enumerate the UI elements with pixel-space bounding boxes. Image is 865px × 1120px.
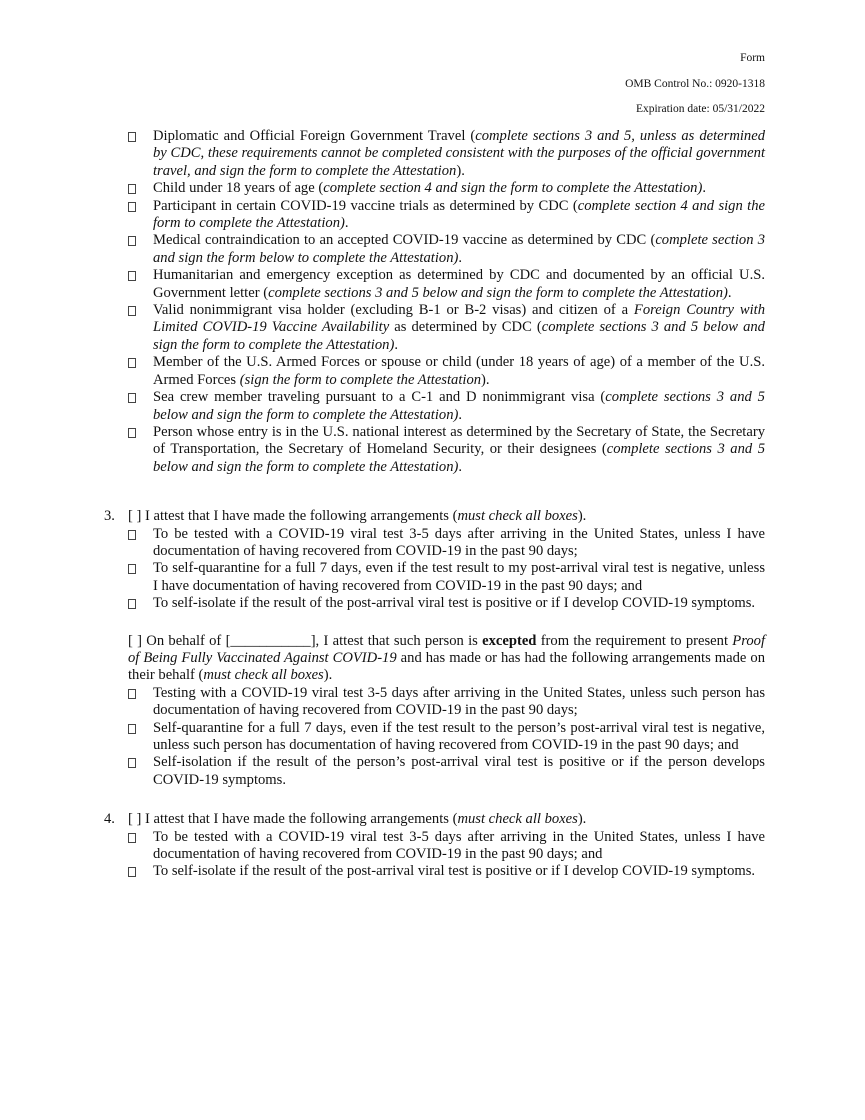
- list-item: Self-quarantine for a full 7 days, even if the test result to the person’s post-arrival viral test is negative, unless such person has documentation of having recovered from COVID-19 in the past 90 days; and: [104, 720, 765, 755]
- checkbox[interactable]: [128, 271, 136, 281]
- form-content: [104, 128, 765, 881]
- form-label: Form: [740, 52, 765, 64]
- checkbox[interactable]: [128, 236, 136, 246]
- checkbox[interactable]: [128, 564, 136, 574]
- checkbox[interactable]: [128, 833, 136, 843]
- section-3: [104, 508, 765, 789]
- checkbox[interactable]: [128, 724, 136, 734]
- list-item: Member of the U.S. Armed Forces or spouse or child (under 18 years of age) of a member of the U.S. Armed Forces (sign the form to complete the Attestation).: [104, 354, 765, 389]
- checkbox[interactable]: [128, 132, 136, 142]
- checkbox[interactable]: [128, 867, 136, 877]
- checkbox[interactable]: [128, 202, 136, 212]
- checkbox[interactable]: [128, 689, 136, 699]
- list-item: Child under 18 years of age (complete section 4 and sign the form to complete the Attestation).: [104, 180, 765, 197]
- section-3-attestation[interactable]: [ ] I attest that I have made the following arrangements (must check all boxes).: [128, 508, 587, 525]
- list-item: Valid nonimmigrant visa holder (excluding B-1 or B-2 visas) and citizen of a Foreign Country with Limited COVID-19 Vaccine Availability as determined by CDC (complete sections 3 and 5 below and sign the form to complete the Attestation).: [104, 302, 765, 354]
- section-number: 3.: [104, 508, 115, 525]
- checkbox[interactable]: [128, 599, 136, 609]
- checkbox[interactable]: [128, 358, 136, 368]
- checkbox[interactable]: [128, 393, 136, 403]
- list-item: Participant in certain COVID-19 vaccine trials as determined by CDC (complete section 4 and sign the form to complete the Attestation).: [104, 198, 765, 233]
- checkbox[interactable]: [128, 306, 136, 316]
- list-item: Humanitarian and emergency exception as determined by CDC and documented by an official U.S. Government letter (complete sections 3 and 5 below and sign the form to complete the Attestation).: [104, 267, 765, 302]
- list-item: Diplomatic and Official Foreign Government Travel (complete sections 3 and 5, unless as determined by CDC, these requirements cannot be completed consistent with the purposes of the official government travel, and sign the form to complete the Attestation).: [104, 128, 765, 180]
- checkbox[interactable]: [128, 184, 136, 194]
- list-item: To self-isolate if the result of the post-arrival viral test is positive or if I develop COVID-19 symptoms.: [104, 595, 765, 612]
- checkbox[interactable]: [128, 530, 136, 540]
- list-item: To be tested with a COVID-19 viral test 3-5 days after arriving in the United States, unless I have documentation of having recovered from COVID-19 in the past 90 days;: [104, 526, 765, 561]
- list-item: Person whose entry is in the U.S. national interest as determined by the Secretary of State, the Secretary of Transportation, the Secretary of Homeland Security, or their designees (complete sections 3 and 5 below and sign the form to complete the Attestation).: [104, 424, 765, 476]
- list-item: Self-isolation if the result of the person’s post-arrival viral test is positive or if the person develops COVID-19 symptoms.: [104, 754, 765, 789]
- checkbox[interactable]: [128, 428, 136, 438]
- list-item: To self-isolate if the result of the post-arrival viral test is positive or if I develop COVID-19 symptoms.: [104, 863, 765, 880]
- list-item: To self-quarantine for a full 7 days, even if the test result to my post-arrival viral test is negative, unless I have documentation of having recovered from COVID-19 in the past 90 days; and: [104, 560, 765, 595]
- section-number: 4.: [104, 811, 115, 828]
- on-behalf-attestation[interactable]: [ ] On behalf of [___________], I attest that such person is excepted from the requirement to present Proof of Being Fully Vaccinated Against COVID-19 and has made or has had the following arrangements made on their behalf (must check all boxes).: [128, 632, 765, 684]
- expiration-date: Expiration date: 05/31/2022: [635, 103, 765, 115]
- list-item: Testing with a COVID-19 viral test 3-5 days after arriving in the United States, unless such person has documentation of having recovered from COVID-19 in the past 90 days;: [104, 685, 765, 720]
- section-4: [104, 811, 765, 881]
- list-item: To be tested with a COVID-19 viral test 3-5 days after arriving in the United States, unless I have documentation of having recovered from COVID-19 in the past 90 days; and: [104, 829, 765, 864]
- omb-control-number: OMB Control No.: 0920-1318: [625, 78, 765, 90]
- list-item: Medical contraindication to an accepted COVID-19 vaccine as determined by CDC (complete section 3 and sign the form below to complete the Attestation).: [104, 232, 765, 267]
- checkbox[interactable]: [128, 758, 136, 768]
- section-4-attestation[interactable]: [ ] I attest that I have made the following arrangements (must check all boxes).: [128, 811, 587, 828]
- list-item: Sea crew member traveling pursuant to a C-1 and D nonimmigrant visa (complete sections 3 and 5 below and sign the form to complete the Attestation).: [104, 389, 765, 424]
